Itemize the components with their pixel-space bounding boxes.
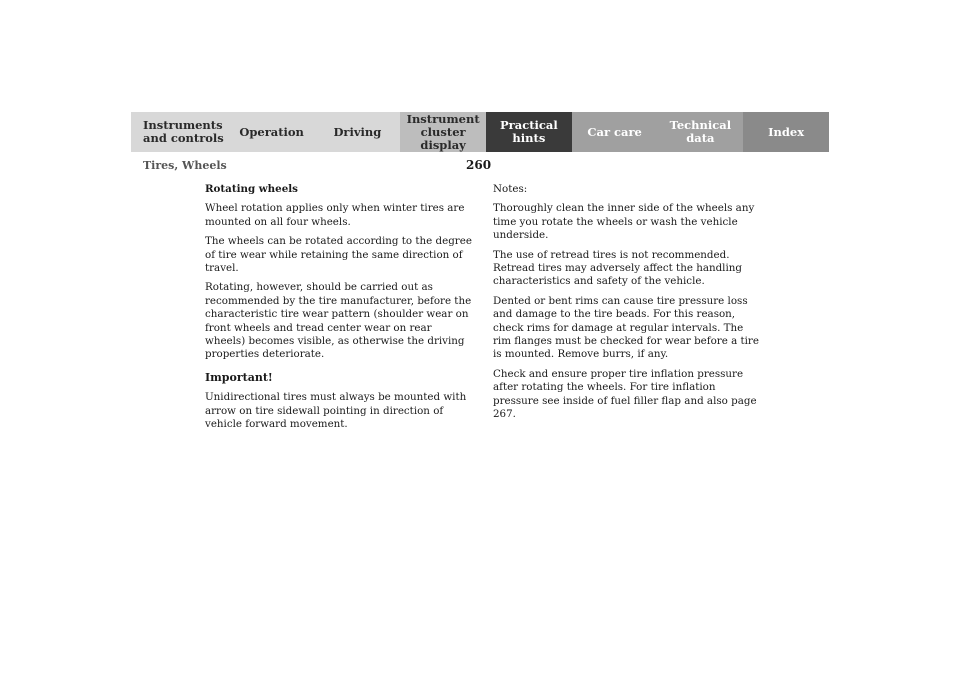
tab-driving[interactable]: Driving [315, 112, 401, 152]
important-text: Unidirectional tires must always be mounted with arrow on tire sidewall pointing in direction of vehicle forward movement. [205, 391, 467, 431]
paragraph: The use of retread tires is not recommended. Retread tires may adversely affect the handling characteristics and safety of the vehicle. [493, 248, 742, 288]
tab-car-care[interactable]: Car care [572, 112, 658, 152]
tab-operation[interactable]: Operation [229, 112, 315, 152]
paragraph: The wheels can be rotated according to the degree of tire wear while retaining the same direction of travel. [205, 235, 472, 275]
paragraph: Check and ensure proper tire inflation pressure after rotating the wheels. For tire inflation pressure see inside of fuel filler flap and also page 267. [493, 367, 757, 421]
paragraph: Rotating, however, should be carried out as recommended by the tire manufacturer, before the characteristic tire wear pattern (shoulder wear on front wheels and tread center wear on rear wheels) becomes visible, as otherwise the driving properties deteriorate. [205, 281, 472, 361]
important-heading: Important! [205, 370, 273, 384]
tab-instruments-and-controls[interactable]: Instruments and controls [131, 112, 229, 152]
page-number: 260 [466, 158, 492, 172]
paragraph: Dented or bent rims can cause tire pressure loss and damage to the tire beads. For this reason, check rims for damage at regular intervals. The rim flanges must be checked for wear before a tire is mounted. Remove burrs, if any. [493, 294, 759, 361]
rotating-wheels-heading: Rotating wheels [205, 183, 298, 195]
right-column [493, 183, 761, 428]
notes-heading: Notes: [493, 183, 528, 195]
tab-practical-hints[interactable]: Practical hints [486, 112, 572, 152]
tab-index[interactable]: Index [743, 112, 829, 152]
section-title: Tires, Wheels [143, 159, 227, 172]
paragraph: Wheel rotation applies only when winter tires are mounted on all four wheels. [205, 202, 465, 228]
left-column [205, 183, 473, 438]
tab-instrument-cluster-display[interactable]: Instrument cluster display [400, 112, 486, 152]
paragraph: Thoroughly clean the inner side of the wheels any time you rotate the wheels or wash the vehicle underside. [493, 202, 755, 242]
chapter-nav [131, 112, 829, 152]
tab-technical-data[interactable]: Technical data [658, 112, 744, 152]
